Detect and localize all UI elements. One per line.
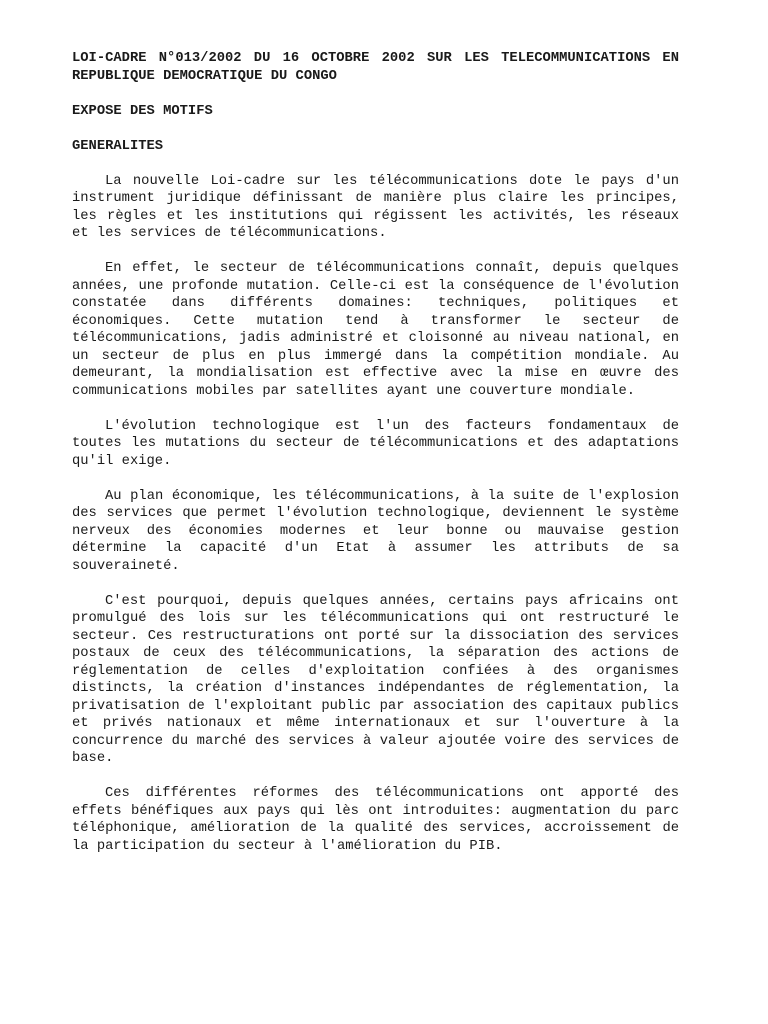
document-title: LOI-CADRE N°013/2002 DU 16 OCTOBRE 2002 SUR LES TELECOMMUNICATIONS EN REPUBLIQUE DEMOCRATIQUE DU CONGO [72, 51, 679, 84]
paragraph-3: L'évolution technologique est l'un des facteurs fondamentaux de toutes les mutations du secteur de télécommunications et des adaptations qu'il exige. [72, 418, 679, 469]
paragraph-5: C'est pourquoi, depuis quelques années, certains pays africains ont promulgué des lois sur les télécommunications qui ont restructuré le secteur. Ces restructurations ont porté sur la dissociation des services postaux de ceux des télécommunications, la séparation des actions de réglementation de celles d'exploitation confiées à des organismes distincts, la création d'instances indépendantes de réglementation, la privatisation de l'exploitant public par association des capitaux publics et privés nationaux et même internationaux et sur l'ouverture à la concurrence du marché des services à valeur ajoutée voire des services de base. [72, 593, 679, 766]
paragraph-6: Ces différentes réformes des télécommunications ont apporté des effets bénéfiques aux pays qui lès ont introduites: augmentation du parc téléphonique, amélioration de la qualité des services, accroissement de la participation du secteur à l'amélioration du PIB. [72, 786, 679, 854]
paragraph-1: La nouvelle Loi-cadre sur les télécommunications dote le pays d'un instrument juridique définissant de manière plus claire les principes, les règles et les institutions qui régissent les activités, les réseaux et les services de télécommunications. [72, 173, 679, 241]
paragraph-2: En effet, le secteur de télécommunications connaît, depuis quelques années, une profonde mutation. Celle-ci est la conséquence de l'évolution constatée dans différents domaines: techniques, politiques et économiques. Cette mutation tend à transformer le secteur de télécommunications, jadis administré et cloisonné au niveau national, en un secteur de plus en plus immergé dans la compétition mondiale. Au demeurant, la mondialisation est effective avec la mise en œuvre des communications mobiles par satellites ayant une couverture mondiale. [72, 261, 679, 399]
section-heading: EXPOSE DES MOTIFS [72, 103, 213, 119]
paragraph-4: Au plan économique, les télécommunications, à la suite de l'explosion des services que permet l'évolution technologique, deviennent le système nerveux des économies modernes et leur bonne ou mauvaise gestion détermine la capacité d'un Etat à assumer les attributs de sa souveraineté. [72, 488, 679, 574]
document-page [72, 50, 679, 855]
subsection-heading: GENERALITES [72, 138, 164, 154]
